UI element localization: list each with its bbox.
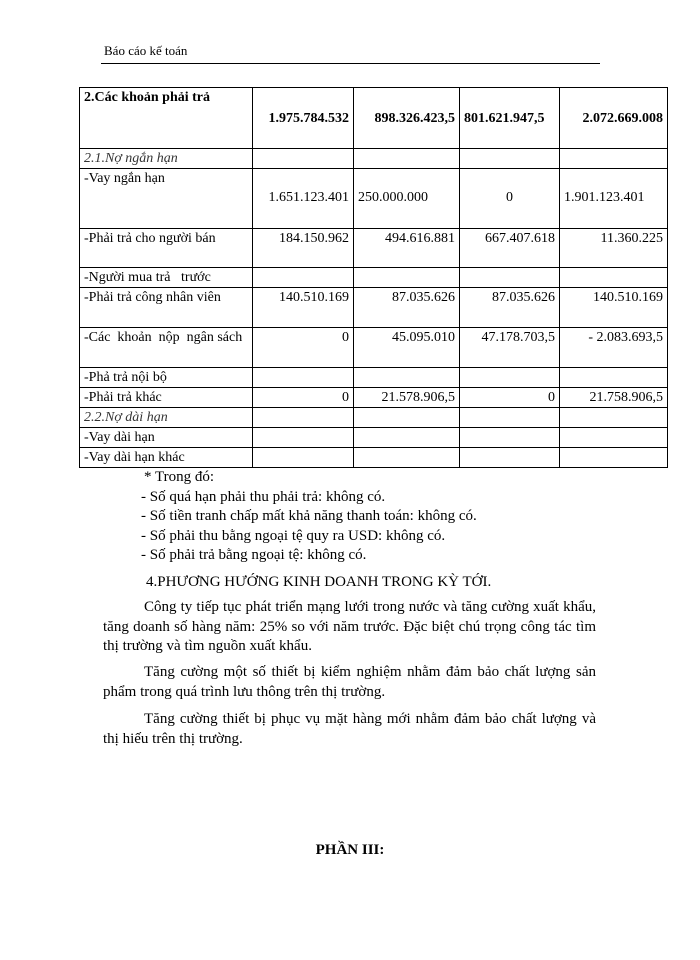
table-row — [80, 169, 668, 229]
table-row — [80, 408, 668, 428]
page-header-title: Báo cáo kế toán — [104, 43, 188, 58]
note-item: - Số quá hạn phải thu phải trả: không có. — [141, 488, 386, 505]
paragraph: Tăng cường thiết bị phục vụ mặt hàng mới nhằm đảm bảo chất lượng và thị hiếu trên thị trường. — [103, 711, 596, 747]
table-row — [80, 328, 668, 368]
cell-value: 0 — [460, 169, 560, 229]
cell-value: 667.407.618 — [460, 229, 560, 268]
table-row — [80, 268, 668, 288]
note-item: - Số phải thu bằng ngoại tệ quy ra USD: không có. — [141, 527, 446, 544]
cell-value: 140.510.169 — [560, 288, 668, 328]
table-row — [80, 88, 668, 149]
cell-value: 2.072.669.008 — [560, 88, 668, 149]
cell-value: - 2.083.693,5 — [560, 328, 668, 368]
paragraph: Công ty tiếp tục phát triển mạng lưới trong nước và tăng cường xuất khẩu, tăng doanh số hàng năm: 25% so với năm trước. Đặc biệt chú trọng công tác tìm thị trường và tìm nguồn xuất khẩu. — [103, 599, 596, 654]
row-label: 2.1.Nợ ngắn hạn — [80, 149, 253, 169]
row-label: -Phải trả cho người bán — [80, 229, 253, 268]
cell-value: 184.150.962 — [253, 229, 354, 268]
cell-value: 87.035.626 — [460, 288, 560, 328]
row-label: -Người mua trả trước — [80, 268, 253, 288]
table-row — [80, 448, 668, 468]
header-rule — [101, 63, 600, 64]
payables-table — [79, 87, 668, 468]
row-label: -Phả trả nội bộ — [80, 368, 253, 388]
cell-value: 140.510.169 — [253, 288, 354, 328]
note-item: - Số tiền tranh chấp mất khả năng thanh toán: không có. — [141, 508, 477, 524]
cell-value: 898.326.423,5 — [354, 88, 460, 149]
cell-value: 0 — [460, 388, 560, 408]
cell-value: 494.616.881 — [354, 229, 460, 268]
cell-value: 87.035.626 — [354, 288, 460, 328]
cell-value: 1.975.784.532 — [253, 88, 354, 149]
row-label: -Phải trả khác — [80, 388, 253, 408]
row-label: -Vay dài hạn — [80, 428, 253, 448]
row-label: -Vay ngắn hạn — [80, 169, 253, 229]
row-label: 2.2.Nợ dài hạn — [80, 408, 253, 428]
section-heading: 4.PHƯƠNG HƯỚNG KINH DOANH TRONG KỲ TỚI. — [146, 574, 492, 590]
cell-value: 1.901.123.401 — [560, 169, 668, 229]
cell-value: 0 — [253, 328, 354, 368]
cell-value: 801.621.947,5 — [460, 88, 560, 149]
table-row — [80, 388, 668, 408]
cell-value: 21.578.906,5 — [354, 388, 460, 408]
part-title: PHẦN III: — [315, 842, 385, 858]
cell-value: 21.758.906,5 — [560, 388, 668, 408]
paragraph: Tăng cường một số thiết bị kiểm nghiệm nhằm đảm bảo chất lượng sản phẩm trong quá trình lưu thông trên thị trường. — [103, 664, 596, 700]
row-label: -Vay dài hạn khác — [80, 448, 253, 468]
table-row — [80, 368, 668, 388]
note-item: - Số phải trả bằng ngoại tệ: không có. — [141, 547, 367, 563]
notes-block — [141, 468, 477, 566]
table-row — [80, 149, 668, 169]
table-row — [80, 428, 668, 448]
cell-value: 47.178.703,5 — [460, 328, 560, 368]
cell-value: 1.651.123.401 — [253, 169, 354, 229]
cell-value: 45.095.010 — [354, 328, 460, 368]
table-row — [80, 229, 668, 268]
row-label: 2.Các khoản phải trả — [80, 88, 253, 149]
cell-value: 11.360.225 — [560, 229, 668, 268]
cell-value: 0 — [253, 388, 354, 408]
notes-intro: * Trong đó: — [144, 469, 215, 485]
row-label: -Các khoản nộp ngân sách — [80, 328, 253, 368]
table-row — [80, 288, 668, 328]
row-label: -Phải trả công nhân viên — [80, 288, 253, 328]
cell-value: 250.000.000 — [354, 169, 460, 229]
